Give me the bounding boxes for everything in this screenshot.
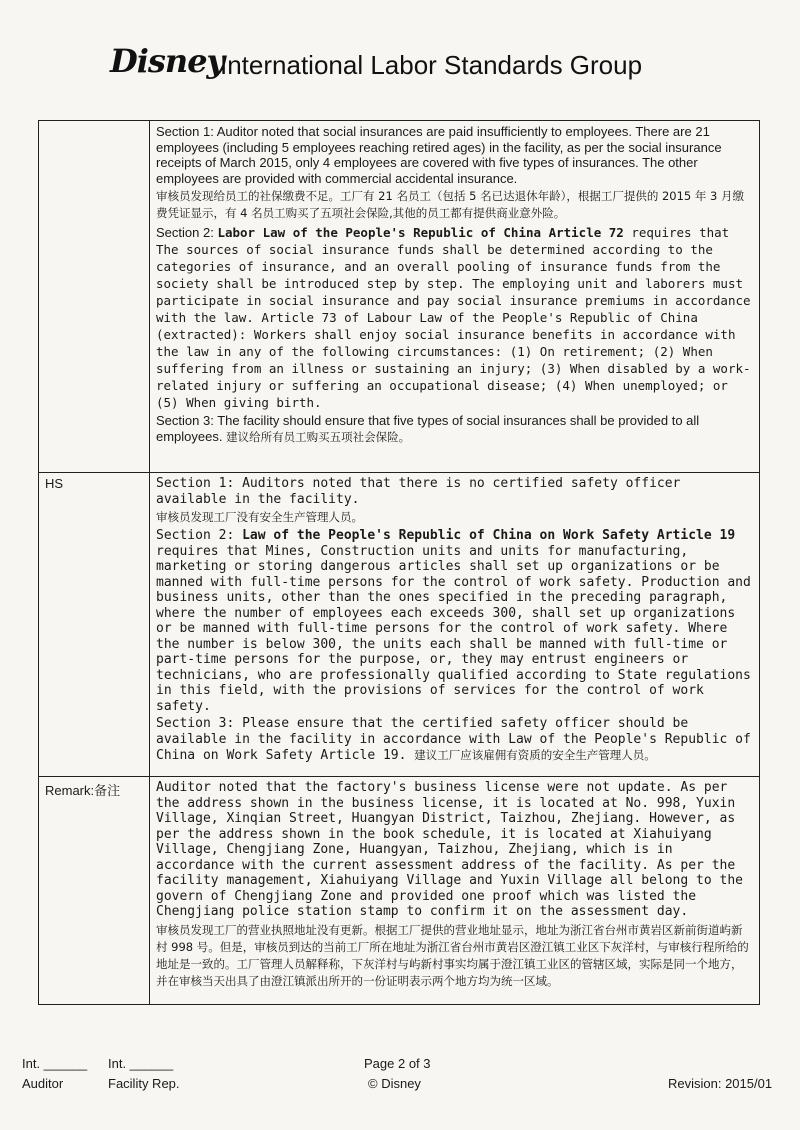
row-label: HS: [39, 473, 150, 777]
section-3-body: Section 3: The facility should ensure that five types of social insurances shall be provided to all employees.: [156, 413, 700, 444]
table-row: [39, 777, 760, 1005]
remark-chinese: 审核员发现工厂的营业执照地址没有更新。根据工厂提供的营业地址显示，地址为浙江省台州市黄岩区新前街道屿新村 998 号。但是，审核员到达的当前工厂所在地址为浙江省台州市黄岩区澄江镇工业区下灰洋村，与审核行程所给的地址是一致的。工厂管理人员解释称，下灰洋村与屿新村事实均属于澄江镇工业区的管辖区域，实际是同一个地方，并在审核当天出具了由澄江镇派出所开的一份证明表示两个地方均为统一区域。: [156, 922, 749, 988]
section-2-law-title: Law of the People's Republic of China on Work Safety Article 19: [242, 528, 736, 543]
row-content: [150, 473, 760, 777]
section-3-text: [156, 716, 753, 764]
page-header: [0, 38, 800, 98]
section-2-prefix: Section 2:: [156, 225, 218, 240]
row-content: [150, 777, 760, 1005]
page-title: International Labor Standards Group: [220, 50, 643, 80]
section-2-body: requires that Mines, Construction units and units for manufacturing, marketing or storing dangerous articles shall set up organizations or be manned with full-time persons for the control of work safety. Production and business units, other than the ones specified in the preceding paragraph, where the number of employees each exceeds 300, shall set up organizations or be manned with full-time persons for the control of work safety. Where the number is below 300, the units each shall be manned with full-time or part-time persons for the purpose, or, they may entrust engineers or technicians, who are professionally qualified according to State regulations in this field, with the provisions of services for the control of work safety.: [156, 543, 751, 714]
page-footer: [0, 1050, 800, 1130]
section-3-chinese: 建议工厂应该雇佣有资质的安全生产管理人员。: [414, 748, 656, 762]
revision: Revision: 2015/01: [668, 1076, 773, 1091]
row-label: [39, 121, 150, 473]
findings-table: [38, 120, 760, 1005]
disney-logo: Disney: [110, 42, 225, 80]
table-row: [39, 121, 760, 473]
section-2-prefix: Section 2:: [156, 528, 243, 543]
table-row: [39, 473, 760, 777]
auditor-initial-line: Int. ______: [22, 1056, 88, 1071]
section-2-law-title: Labor Law of the People's Republic of China Article 72: [217, 225, 624, 240]
section-2-text: [156, 528, 753, 714]
row-label: Remark:备注: [39, 777, 150, 1005]
section-1-chinese: 审核员发现给员工的社保缴费不足。工厂有 21 名员工（包括 5 名已达退休年龄），根据工厂提供的 2015 年 3 月缴费凭证显示，有 4 名员工购买了五项社会保险,其他的员工都有提供商业意外险。: [156, 189, 745, 220]
section-3-text: [156, 413, 753, 446]
section-1-text: Section 1: Auditors noted that there is no certified safety officer available in the facility.: [156, 476, 681, 507]
section-2-text: [156, 224, 753, 411]
row-content: [150, 121, 760, 473]
auditor-label: Auditor: [22, 1076, 64, 1091]
section-3-body: Section 3: Please ensure that the certified safety officer should be available in the facility in accordance with Law of the People's Republic of China on Work Safety Article 19.: [156, 716, 751, 763]
copyright: © Disney: [368, 1076, 421, 1091]
section-1-text: Section 1: Auditor noted that social insurances are paid insufficiently to employees. There are 21 employees (including 5 employees reaching retired ages) in the facility, as per the social insurance receipts of March 2015, only 4 employees are covered with five types of insurances. The other employees are provided with commercial accidental insurance.: [156, 124, 722, 186]
remark-text: Auditor noted that the factory's business license were not update. As per the address shown in the business license, it is located at No. 998, Yuxin Village, Xinqian Street, Huangyan District, Taizhou, Zhejiang. However, as per the address shown in the book schedule, it is located at Xiahuiyang Village, Chengjiang Zone, Huangyan, Taizhou, Zhejiang, which is in accordance with the current assessment address of the facility. As per the facility management, Xiahuiyang Village and Yuxin Village all belong to the govern of Chengjiang Zone and provided one proof which was listed the Chengjiang police station stamp to confirm it on the assessment day.: [156, 780, 743, 919]
facility-initial-line: Int. ______: [108, 1056, 174, 1071]
section-1-chinese: 审核员发现工厂没有安全生产管理人员。: [156, 510, 363, 524]
page-number: Page 2 of 3: [364, 1056, 431, 1071]
facility-rep-label: Facility Rep.: [108, 1076, 180, 1091]
section-3-chinese: 建议给所有员工购买五项社会保险。: [226, 429, 411, 444]
section-2-body: requires that The sources of social insurance funds shall be determined according to the categories of insurance, and an overall pooling of insurance funds from the society shall be introduced step by step. The employing unit and laborers must participate in social insurance and pay social insurance premiums in accordance with the law. Article 73 of Labour Law of the People's Republic of China (extracted): Workers shall enjoy social insurance benefits in accordance with the law in any of the following circumstances: (1) On retirement; (2) When suffering from an illness or sustaining an injury; (3) When disabled by a work-related injury or suffering an occupational disease; (4) When unemployed; or (5) When giving birth.: [156, 225, 751, 410]
